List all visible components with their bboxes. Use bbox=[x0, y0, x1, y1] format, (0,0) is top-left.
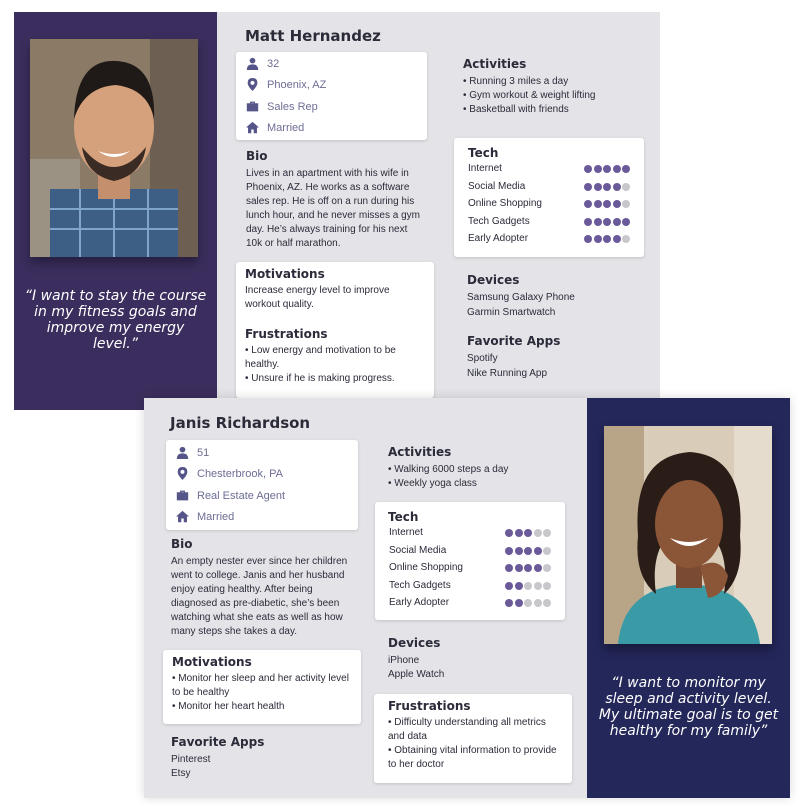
persona-sidebar bbox=[587, 398, 790, 798]
motivations-frustrations-box bbox=[236, 262, 434, 398]
tech-row bbox=[468, 163, 630, 177]
activity-item: • Walking 6000 steps a day bbox=[388, 464, 509, 475]
tech-label: Internet bbox=[389, 527, 423, 538]
location-value: Chesterbrook, PA bbox=[197, 467, 284, 480]
persona-info-box bbox=[236, 52, 427, 140]
frustrations-heading: Frustrations bbox=[388, 699, 471, 713]
bio-heading: Bio bbox=[246, 149, 268, 163]
location-row bbox=[246, 78, 326, 91]
location-value: Phoenix, AZ bbox=[267, 78, 327, 91]
tech-label: Online Shopping bbox=[389, 562, 463, 573]
rating-dot-filled bbox=[603, 235, 611, 243]
persona-card-matt bbox=[14, 12, 660, 410]
devices-heading: Devices bbox=[467, 273, 520, 287]
persona-name: Janis Richardson bbox=[170, 414, 311, 432]
briefcase-icon bbox=[176, 489, 189, 502]
persona-info-box bbox=[166, 440, 358, 530]
rating-dots bbox=[504, 547, 552, 555]
rating-dot-filled bbox=[613, 165, 621, 173]
bio-text: An empty nester ever since her children went to college. Janis and her husband enjoy eating healthy. After being diagnosed as pre-diabetic, she’s been watching what she eats as well as how many steps she takes a day. bbox=[171, 556, 348, 637]
frustrations-box bbox=[374, 694, 572, 783]
rating-dot-filled bbox=[505, 529, 513, 537]
location-pin-icon bbox=[246, 78, 259, 91]
tech-label: Early Adopter bbox=[468, 233, 529, 244]
rating-dots bbox=[583, 218, 631, 226]
rating-dots bbox=[583, 165, 631, 173]
rating-dot-empty bbox=[534, 529, 542, 537]
tech-box bbox=[454, 138, 644, 257]
rating-dot-empty bbox=[622, 200, 630, 208]
location-row bbox=[176, 467, 283, 480]
status-value: Married bbox=[267, 121, 305, 134]
rating-dot-filled bbox=[584, 165, 592, 173]
rating-dots bbox=[583, 200, 631, 208]
rating-dots bbox=[504, 599, 552, 607]
person-icon bbox=[176, 446, 189, 459]
rating-dot-empty bbox=[534, 599, 542, 607]
tech-row bbox=[389, 545, 551, 559]
tech-row bbox=[468, 181, 630, 195]
activity-item: • Gym workout & weight lifting bbox=[463, 90, 596, 101]
rating-dots bbox=[583, 183, 631, 191]
home-icon bbox=[176, 510, 189, 523]
status-value: Married bbox=[197, 510, 235, 523]
rating-dots bbox=[504, 564, 552, 572]
tech-label: Social Media bbox=[389, 545, 447, 556]
tech-row bbox=[389, 562, 551, 576]
tech-row bbox=[389, 580, 551, 594]
persona-photo bbox=[30, 39, 198, 257]
job-row bbox=[246, 100, 318, 113]
frustrations-text: • Low energy and motivation to be healthy. • Unsure if he is making progress. bbox=[245, 345, 396, 384]
job-value: Sales Rep bbox=[267, 100, 318, 113]
rating-dots bbox=[583, 235, 631, 243]
rating-dot-filled bbox=[524, 547, 532, 555]
tech-label: Social Media bbox=[468, 181, 526, 192]
rating-dot-filled bbox=[622, 165, 630, 173]
rating-dot-filled bbox=[584, 218, 592, 226]
rating-dot-filled bbox=[584, 183, 592, 191]
rating-dot-empty bbox=[543, 547, 551, 555]
rating-dot-filled bbox=[594, 165, 602, 173]
rating-dot-filled bbox=[534, 564, 542, 572]
activities-heading: Activities bbox=[388, 445, 452, 459]
rating-dot-filled bbox=[515, 564, 523, 572]
rating-dot-filled bbox=[603, 183, 611, 191]
activity-item: • Basketball with friends bbox=[463, 104, 569, 115]
apps-heading: Favorite Apps bbox=[467, 334, 561, 348]
rating-dot-filled bbox=[613, 200, 621, 208]
device-item: Garmin Smartwatch bbox=[467, 307, 556, 318]
rating-dot-empty bbox=[524, 582, 532, 590]
persona-quote: “I want to stay the course in my fitness goals and improve my energy level.” bbox=[24, 288, 207, 352]
rating-dot-filled bbox=[515, 599, 523, 607]
rating-dot-filled bbox=[594, 235, 602, 243]
persona-photo bbox=[604, 426, 772, 644]
tech-heading: Tech bbox=[388, 510, 419, 524]
age-row bbox=[246, 57, 279, 70]
activities-heading: Activities bbox=[463, 57, 527, 71]
rating-dot-filled bbox=[505, 547, 513, 555]
tech-label: Tech Gadgets bbox=[468, 216, 530, 227]
rating-dot-filled bbox=[594, 218, 602, 226]
age-row bbox=[176, 446, 209, 459]
rating-dot-filled bbox=[524, 529, 532, 537]
persona-name: Matt Hernandez bbox=[245, 27, 381, 45]
tech-row bbox=[468, 216, 630, 230]
device-item: Samsung Galaxy Phone bbox=[467, 292, 575, 303]
tech-row bbox=[389, 597, 551, 611]
activity-item: • Weekly yoga class bbox=[388, 478, 477, 489]
rating-dot-filled bbox=[515, 529, 523, 537]
frustrations-text: • Difficulty understanding all metrics and data • Obtaining vital information to provide to her doctor bbox=[388, 717, 557, 770]
device-item: Apple Watch bbox=[388, 669, 445, 680]
bio-heading: Bio bbox=[171, 537, 193, 551]
rating-dot-filled bbox=[603, 165, 611, 173]
tech-row bbox=[468, 233, 630, 247]
age-value: 51 bbox=[197, 446, 210, 459]
motivations-text: Increase energy level to improve workout quality. bbox=[245, 285, 390, 310]
rating-dot-empty bbox=[622, 235, 630, 243]
tech-row bbox=[468, 198, 630, 212]
home-icon bbox=[246, 121, 259, 134]
apps-heading: Favorite Apps bbox=[171, 735, 265, 749]
tech-label: Online Shopping bbox=[468, 198, 542, 209]
rating-dot-filled bbox=[613, 218, 621, 226]
rating-dot-empty bbox=[543, 599, 551, 607]
rating-dot-filled bbox=[505, 599, 513, 607]
rating-dot-filled bbox=[622, 218, 630, 226]
motivations-box bbox=[163, 650, 361, 724]
job-row bbox=[176, 489, 285, 502]
motivations-heading: Motivations bbox=[245, 267, 325, 281]
rating-dots bbox=[504, 582, 552, 590]
rating-dot-filled bbox=[603, 218, 611, 226]
rating-dot-filled bbox=[603, 200, 611, 208]
app-item: Spotify bbox=[467, 353, 498, 364]
rating-dots bbox=[504, 529, 552, 537]
rating-dot-empty bbox=[543, 582, 551, 590]
rating-dot-empty bbox=[534, 582, 542, 590]
persona-card-janis bbox=[144, 398, 790, 798]
motivations-heading: Motivations bbox=[172, 655, 252, 669]
tech-row bbox=[389, 527, 551, 541]
app-item: Etsy bbox=[171, 768, 191, 779]
job-value: Real Estate Agent bbox=[197, 489, 286, 502]
app-item: Nike Running App bbox=[467, 368, 548, 379]
rating-dot-filled bbox=[505, 564, 513, 572]
rating-dot-empty bbox=[524, 599, 532, 607]
rating-dot-filled bbox=[594, 183, 602, 191]
rating-dot-filled bbox=[613, 235, 621, 243]
persona-quote: “I want to monitor my sleep and activity level. My ultimate goal is to get healthy for my family” bbox=[598, 675, 779, 739]
activity-item: • Running 3 miles a day bbox=[463, 76, 569, 87]
tech-heading: Tech bbox=[468, 146, 499, 160]
rating-dot-filled bbox=[524, 564, 532, 572]
rating-dot-filled bbox=[534, 547, 542, 555]
tech-label: Tech Gadgets bbox=[389, 580, 451, 591]
bio-text: Lives in an apartment with his wife in Phoenix, AZ. He works as a software sales rep. He is off on a run during his lunch hour, and he never misses a gym day. He’s always training for his next 10k or half marathon. bbox=[246, 168, 420, 249]
rating-dot-filled bbox=[584, 235, 592, 243]
rating-dot-filled bbox=[584, 200, 592, 208]
status-row bbox=[176, 510, 234, 523]
rating-dot-filled bbox=[594, 200, 602, 208]
location-pin-icon bbox=[176, 467, 189, 480]
frustrations-heading: Frustrations bbox=[245, 327, 328, 341]
age-value: 32 bbox=[267, 57, 280, 70]
rating-dot-filled bbox=[515, 582, 523, 590]
tech-label: Early Adopter bbox=[389, 597, 450, 608]
tech-box bbox=[375, 502, 565, 620]
rating-dot-filled bbox=[505, 582, 513, 590]
person-icon bbox=[246, 57, 259, 70]
rating-dot-filled bbox=[613, 183, 621, 191]
devices-heading: Devices bbox=[388, 636, 441, 650]
status-row bbox=[246, 121, 304, 134]
rating-dot-filled bbox=[515, 547, 523, 555]
tech-label: Internet bbox=[468, 163, 502, 174]
rating-dot-empty bbox=[622, 183, 630, 191]
app-item: Pinterest bbox=[171, 754, 211, 765]
briefcase-icon bbox=[246, 100, 259, 113]
device-item: iPhone bbox=[388, 655, 420, 666]
rating-dot-empty bbox=[543, 564, 551, 572]
motivations-text: • Monitor her sleep and her activity level to be healthy • Monitor her heart health bbox=[172, 673, 349, 712]
rating-dot-empty bbox=[543, 529, 551, 537]
persona-sidebar bbox=[14, 12, 217, 410]
